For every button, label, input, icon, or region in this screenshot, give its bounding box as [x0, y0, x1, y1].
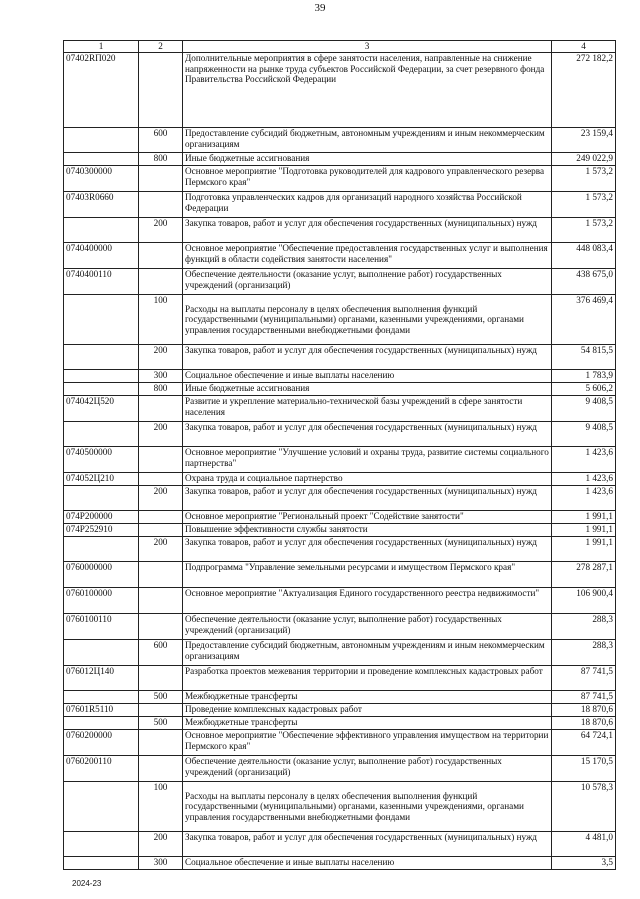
row-amount: 1 423,6 — [552, 473, 616, 486]
table-header-row — [64, 41, 616, 53]
row-code — [64, 295, 139, 345]
row-amount: 87 741,5 — [552, 666, 616, 691]
row-expense-kind — [139, 730, 183, 756]
row-name: Основное мероприятие "Подготовка руководителей для кадрового управленческого резерва Пермского края" — [183, 166, 552, 192]
row-amount: 1 991,1 — [552, 537, 616, 562]
row-expense-kind — [139, 666, 183, 691]
row-name: Социальное обеспечение и иные выплаты населению — [183, 857, 552, 870]
row-name: Дополнительные мероприятия в сфере занятости населения, направленные на снижение напряженности на рынке труда субъектов Российской Федерации, за счет резервного фонда Правительства Российской Федерации — [183, 53, 552, 128]
table-row — [64, 53, 616, 128]
table-row — [64, 345, 616, 370]
table-row — [64, 447, 616, 473]
row-expense-kind — [139, 473, 183, 486]
table-row — [64, 269, 616, 295]
row-expense-kind — [139, 166, 183, 192]
table-row — [64, 562, 616, 588]
row-name: Основное мероприятие "Актуализация Единого государственного реестра недвижимости" — [183, 588, 552, 614]
row-amount: 9 408,5 — [552, 422, 616, 447]
row-name: Основное мероприятие "Обеспечение эффективного управления имуществом на территории Пермского края" — [183, 730, 552, 756]
row-amount: 1 423,6 — [552, 447, 616, 473]
table-row — [64, 614, 616, 640]
row-expense-kind — [139, 192, 183, 218]
table-row — [64, 717, 616, 730]
row-amount: 288,3 — [552, 614, 616, 640]
row-expense-kind: 500 — [139, 691, 183, 704]
table-row — [64, 192, 616, 218]
row-code: 074042Ц520 — [64, 396, 139, 422]
row-code — [64, 717, 139, 730]
row-amount: 1 573,2 — [552, 192, 616, 218]
row-amount: 1 991,1 — [552, 524, 616, 537]
row-name: Основное мероприятие "Улучшение условий и охраны труда, развитие системы социального партнерства" — [183, 447, 552, 473]
row-amount: 9 408,5 — [552, 396, 616, 422]
table-row — [64, 524, 616, 537]
row-name: Проведение комплексных кадастровых работ — [183, 704, 552, 717]
row-code: 0760000000 — [64, 562, 139, 588]
row-amount: 3,5 — [552, 857, 616, 870]
row-name: Иные бюджетные ассигнования — [183, 383, 552, 396]
row-name: Разработка проектов межевания территории и проведение комплексных кадастровых работ — [183, 666, 552, 691]
row-code — [64, 691, 139, 704]
row-expense-kind — [139, 704, 183, 717]
table-row — [64, 666, 616, 691]
row-name: Межбюджетные трансферты — [183, 717, 552, 730]
row-code: 0740500000 — [64, 447, 139, 473]
row-code: 0760200110 — [64, 756, 139, 782]
row-code — [64, 383, 139, 396]
row-expense-kind: 100 — [139, 295, 183, 345]
row-expense-kind: 600 — [139, 128, 183, 153]
row-amount: 15 170,5 — [552, 756, 616, 782]
row-code: 074P252910 — [64, 524, 139, 537]
row-expense-kind: 300 — [139, 857, 183, 870]
row-name: Закупка товаров, работ и услуг для обеспечения государственных (муниципальных) нужд — [183, 486, 552, 511]
row-amount: 288,3 — [552, 640, 616, 666]
row-code — [64, 370, 139, 383]
row-amount: 249 022,9 — [552, 153, 616, 166]
row-code: 0760100110 — [64, 614, 139, 640]
row-expense-kind — [139, 614, 183, 640]
row-name: Закупка товаров, работ и услуг для обеспечения государственных (муниципальных) нужд — [183, 422, 552, 447]
row-name: Закупка товаров, работ и услуг для обеспечения государственных (муниципальных) нужд — [183, 345, 552, 370]
row-code: 0760100000 — [64, 588, 139, 614]
row-expense-kind: 300 — [139, 370, 183, 383]
row-code: 074052Ц210 — [64, 473, 139, 486]
table-row — [64, 383, 616, 396]
row-name: Основное мероприятие "Обеспечение предоставления государственных услуг и выполнения функций в области содействия занятости населения" — [183, 243, 552, 269]
row-name: Межбюджетные трансферты — [183, 691, 552, 704]
row-name: Охрана труда и социальное партнерство — [183, 473, 552, 486]
row-code — [64, 345, 139, 370]
table-body — [64, 53, 616, 870]
table-row — [64, 166, 616, 192]
row-expense-kind: 200 — [139, 832, 183, 857]
row-name: Обеспечение деятельности (оказание услуг, выполнение работ) государственных учреждений (организаций) — [183, 269, 552, 295]
row-amount: 272 182,2 — [552, 53, 616, 128]
row-name: Подготовка управленческих кадров для организаций народного хозяйства Российской Федерации — [183, 192, 552, 218]
row-name: Предоставление субсидий бюджетным, автономным учреждениям и иным некоммерческим организациям — [183, 128, 552, 153]
row-amount: 1 573,2 — [552, 218, 616, 243]
table-row — [64, 640, 616, 666]
row-amount: 1 423,6 — [552, 486, 616, 511]
row-expense-kind: 500 — [139, 717, 183, 730]
row-name: Иные бюджетные ассигнования — [183, 153, 552, 166]
column-header-3: 3 — [183, 41, 552, 53]
row-amount: 1 783,9 — [552, 370, 616, 383]
row-amount: 64 724,1 — [552, 730, 616, 756]
row-code — [64, 422, 139, 447]
row-amount: 278 287,1 — [552, 562, 616, 588]
table-row — [64, 295, 616, 345]
table-row — [64, 128, 616, 153]
table-row — [64, 243, 616, 269]
row-amount: 448 083,4 — [552, 243, 616, 269]
row-expense-kind — [139, 562, 183, 588]
row-expense-kind — [139, 53, 183, 128]
row-code — [64, 857, 139, 870]
row-amount: 18 870,6 — [552, 717, 616, 730]
row-code — [64, 153, 139, 166]
row-name: Обеспечение деятельности (оказание услуг, выполнение работ) государственных учреждений (организаций) — [183, 756, 552, 782]
table-row — [64, 370, 616, 383]
row-code: 0760200000 — [64, 730, 139, 756]
row-code: 07601R5110 — [64, 704, 139, 717]
table-row — [64, 218, 616, 243]
row-name: Закупка товаров, работ и услуг для обеспечения государственных (муниципальных) нужд — [183, 218, 552, 243]
table-row — [64, 857, 616, 870]
row-expense-kind — [139, 588, 183, 614]
row-amount: 438 675,0 — [552, 269, 616, 295]
row-name: Развитие и укрепление материально-технической базы учреждений в сфере занятости населения — [183, 396, 552, 422]
table-row — [64, 422, 616, 447]
row-expense-kind: 100 — [139, 782, 183, 832]
row-amount: 23 159,4 — [552, 128, 616, 153]
column-header-4: 4 — [552, 41, 616, 53]
row-code — [64, 640, 139, 666]
row-expense-kind — [139, 269, 183, 295]
budget-table — [63, 40, 616, 870]
row-expense-kind: 600 — [139, 640, 183, 666]
table-row — [64, 537, 616, 562]
row-amount: 10 578,3 — [552, 782, 616, 832]
row-amount: 87 741,5 — [552, 691, 616, 704]
table-row — [64, 396, 616, 422]
row-name: Закупка товаров, работ и услуг для обеспечения государственных (муниципальных) нужд — [183, 832, 552, 857]
row-code: 07402RП020 — [64, 53, 139, 128]
row-name: Обеспечение деятельности (оказание услуг, выполнение работ) государственных учреждений (организаций) — [183, 614, 552, 640]
row-name: Закупка товаров, работ и услуг для обеспечения государственных (муниципальных) нужд — [183, 537, 552, 562]
column-header-1: 1 — [64, 41, 139, 53]
table-row — [64, 588, 616, 614]
row-expense-kind: 200 — [139, 537, 183, 562]
row-expense-kind — [139, 243, 183, 269]
row-expense-kind: 800 — [139, 153, 183, 166]
row-expense-kind: 200 — [139, 422, 183, 447]
row-name: Подпрограмма "Управление земельными ресурсами и имуществом Пермского края" — [183, 562, 552, 588]
row-name: Расходы на выплаты персоналу в целях обеспечения выполнения функций государственными (муниципальными) органами, казенными учреждениями, органами управления государственными внебюджетными фондами — [183, 782, 552, 832]
row-code: 07403R0660 — [64, 192, 139, 218]
row-expense-kind: 200 — [139, 486, 183, 511]
row-code — [64, 218, 139, 243]
row-expense-kind: 200 — [139, 345, 183, 370]
table-row — [64, 704, 616, 717]
row-expense-kind — [139, 511, 183, 524]
table-row — [64, 473, 616, 486]
row-code: 0740300000 — [64, 166, 139, 192]
row-code: 0740400000 — [64, 243, 139, 269]
row-code: 074P200000 — [64, 511, 139, 524]
table-row — [64, 730, 616, 756]
page-number: 39 — [314, 2, 326, 14]
row-code — [64, 128, 139, 153]
row-expense-kind — [139, 447, 183, 473]
row-code — [64, 537, 139, 562]
table-row — [64, 153, 616, 166]
table-row — [64, 486, 616, 511]
row-code: 0740400110 — [64, 269, 139, 295]
table-row — [64, 691, 616, 704]
table-row — [64, 756, 616, 782]
row-amount: 18 870,6 — [552, 704, 616, 717]
row-expense-kind — [139, 396, 183, 422]
row-expense-kind: 200 — [139, 218, 183, 243]
footer-code: 2024-23 — [72, 879, 102, 888]
row-expense-kind: 800 — [139, 383, 183, 396]
row-name: Предоставление субсидий бюджетным, автономным учреждениям и иным некоммерческим организациям — [183, 640, 552, 666]
row-name: Основное мероприятие "Региональный проект "Содействие занятости" — [183, 511, 552, 524]
table-row — [64, 832, 616, 857]
row-amount: 5 606,2 — [552, 383, 616, 396]
row-amount: 1 991,1 — [552, 511, 616, 524]
row-code — [64, 782, 139, 832]
row-code — [64, 832, 139, 857]
row-amount: 106 900,4 — [552, 588, 616, 614]
row-code — [64, 486, 139, 511]
row-name: Повышение эффективности службы занятости — [183, 524, 552, 537]
row-amount: 376 469,4 — [552, 295, 616, 345]
row-expense-kind — [139, 524, 183, 537]
row-amount: 1 573,2 — [552, 166, 616, 192]
row-expense-kind — [139, 756, 183, 782]
row-amount: 54 815,5 — [552, 345, 616, 370]
column-header-2: 2 — [139, 41, 183, 53]
row-name: Расходы на выплаты персоналу в целях обеспечения выполнения функций государственными (муниципальными) органами, казенными учреждениями, органами управления государственными внебюджетными фондами — [183, 295, 552, 345]
row-code: 076012Ц140 — [64, 666, 139, 691]
table-row — [64, 782, 616, 832]
row-amount: 4 481,0 — [552, 832, 616, 857]
table-row — [64, 511, 616, 524]
row-name: Социальное обеспечение и иные выплаты населению — [183, 370, 552, 383]
